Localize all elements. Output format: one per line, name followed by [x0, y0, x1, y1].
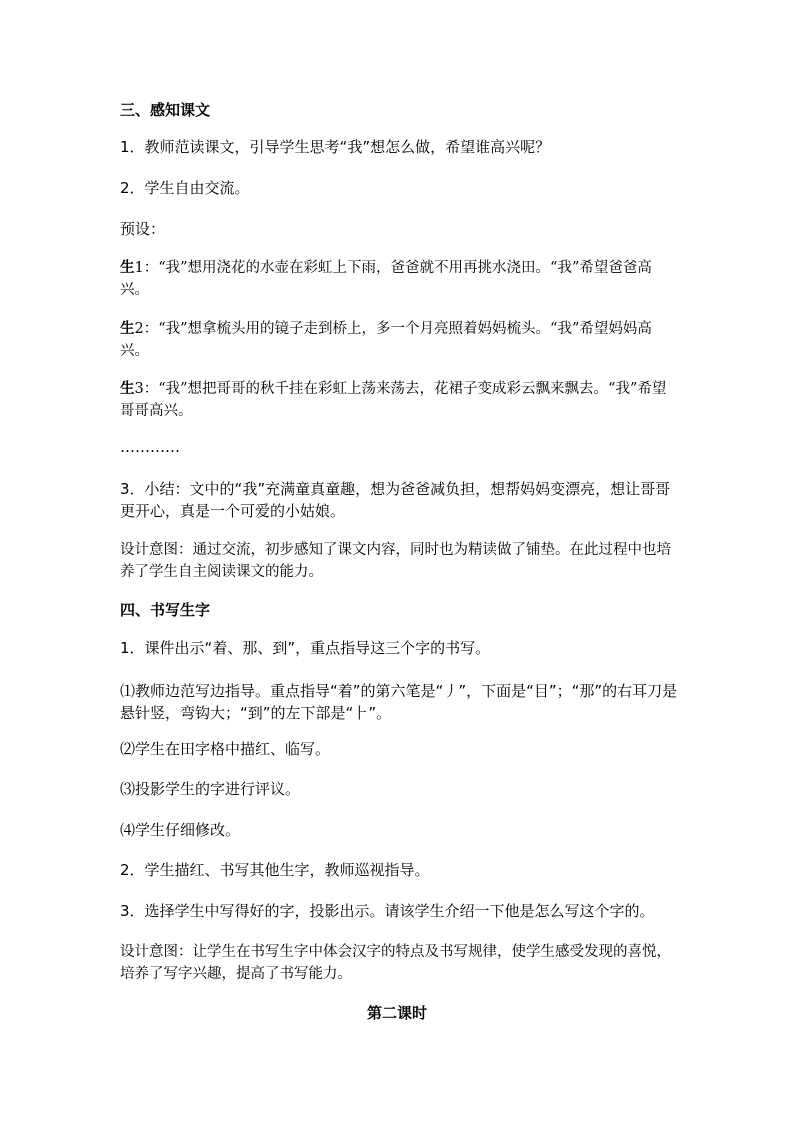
design-intent: 设计意图：通过交流，初步感知了课文内容，同时也为精读做了铺垫。在此过程中也培养了学生自主阅读课文的能力。 [120, 542, 671, 580]
student-answer-3 [120, 378, 680, 422]
list-item: ⑷学生仔细修改。 [120, 821, 241, 839]
paragraph: 3．小结：文中的“我”充满童真童趣，想为爸爸减负担，想帮妈妈变漂亮，想让哥哥更开心，真是一个可爱的小姑娘。 [120, 480, 671, 520]
paragraph: 2．学生自由交流。 [120, 179, 250, 197]
student-label: 生 [120, 259, 135, 276]
student-answer-text: 1：“我”想用浇花的水壶在彩虹上下雨，爸爸就不用再挑水浇田。“我”希望爸爸高兴。 [120, 260, 652, 298]
lesson-title: 第二课时 [366, 1004, 427, 1022]
paragraph: 3．选择学生中写得好的字，投影出示。请该学生介绍一下他是怎么写这个字的。 [120, 902, 655, 920]
student-label: 生 [120, 380, 135, 397]
paragraph: 预设： [120, 220, 166, 238]
ellipsis: ………… [120, 438, 180, 456]
section-heading-3: 三、感知课文 [120, 101, 211, 119]
student-answer-1 [120, 257, 680, 301]
student-answer-text: 3：“我”想把哥哥的秋千挂在彩虹上荡来荡去，花裙子变成彩云飘来飘去。“我”希望哥哥高兴。 [120, 381, 667, 419]
design-intent: 设计意图：让学生在书写生字中体会汉字的特点及书写规律，使学生感受发现的喜悦，培养了写字兴趣，提高了书写能力。 [120, 944, 671, 982]
list-item: ⑶投影学生的字进行评议。 [120, 780, 301, 798]
paragraph: 2．学生描红、书写其他生字，教师巡视指导。 [120, 861, 430, 879]
paragraph: 1．教师范读课文，引导学生思考“我”想怎么做，希望谁高兴呢？ [120, 138, 551, 156]
list-item: ⑴教师边范写边指导。重点指导“着”的第六笔是“丿”，下面是“目”；“那”的右耳刀是悬针竖，弯钩大；“到”的左下部是“⺊”。 [120, 682, 678, 722]
student-label: 生 [120, 320, 135, 337]
student-answer-text: 2：“我”想拿梳头用的镜子走到桥上，多一个月亮照着妈妈梳头。“我”希望妈妈高兴。 [120, 321, 652, 359]
list-item: ⑵学生在田字格中描红、临写。 [120, 740, 331, 758]
student-answer-2 [120, 318, 680, 362]
section-heading-4: 四、书写生字 [120, 601, 211, 619]
paragraph: 1．课件出示“着、那、到”，重点指导这三个字的书写。 [120, 639, 491, 657]
